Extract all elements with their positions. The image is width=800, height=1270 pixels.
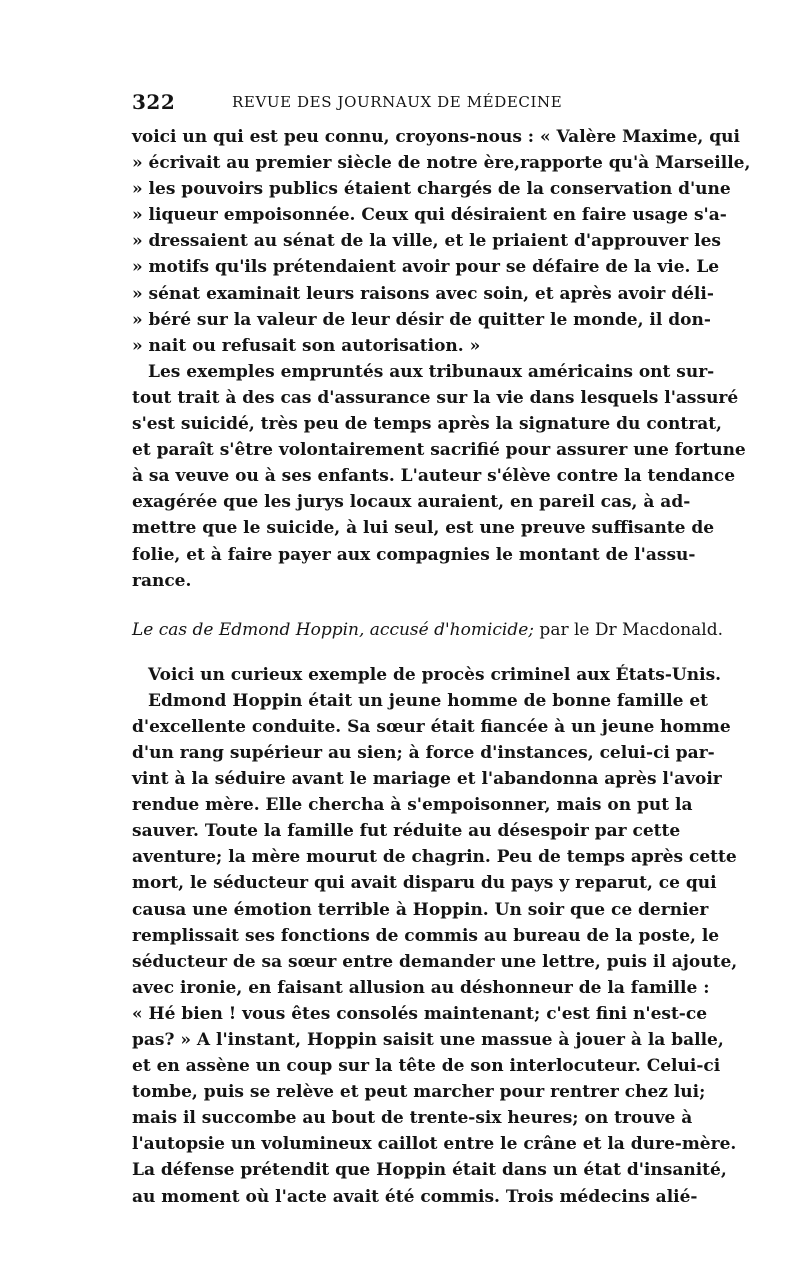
text-line: tout trait à des cas d'assurance sur la vie dans lesquels l'assuré xyxy=(132,387,739,408)
text-line: mort, le séducteur qui avait disparu du pays y reparut, ce qui xyxy=(132,873,717,894)
text-line: d'excellente conduite. Sa sœur était fiancée à un jeune homme xyxy=(132,716,731,737)
text-line: exagérée que les jurys locaux auraient, en pareil cas, à ad- xyxy=(132,492,691,513)
paragraph-hoppin-case xyxy=(132,662,738,1210)
text-line: causa une émotion terrible à Hoppin. Un soir que ce dernier xyxy=(132,899,709,920)
text-line: aventure; la mère mourut de chagrin. Peu de temps après cette xyxy=(132,847,737,868)
text-line: Edmond Hoppin était un jeune homme de bonne famille et xyxy=(148,690,709,711)
text-line: séducteur de sa sœur entre demander une lettre, puis il ajoute, xyxy=(132,951,738,972)
text-line: à sa veuve ou à ses enfants. L'auteur s'élève contre la tendance xyxy=(132,466,736,487)
text-line: vint à la séduire avant le mariage et l'abandonna après l'avoir xyxy=(132,769,722,790)
paragraph-quote xyxy=(132,124,751,359)
text-line: » motifs qu'ils prétendaient avoir pour se défaire de la vie. Le xyxy=(132,257,720,278)
text-line: » liqueur empoisonnée. Ceux qui désiraient en faire usage s'a- xyxy=(132,205,727,226)
section-title xyxy=(132,616,724,644)
text-line: » nait ou refusait son autorisation. » xyxy=(132,335,481,356)
text-line: l'autopsie un volumineux caillot entre le crâne et la dure-mère. xyxy=(132,1134,737,1155)
text-line: » béré sur la valeur de leur désir de quitter le monde, il don- xyxy=(132,309,711,330)
section-author: par le Dr Macdonald. xyxy=(534,619,724,640)
text-line: et paraît s'être volontairement sacrifié pour assurer une fortune xyxy=(132,440,746,461)
text-line: d'un rang supérieur au sien; à force d'instances, celui-ci par- xyxy=(132,742,715,763)
running-header xyxy=(132,90,677,120)
text-line: » dressaient au sénat de la ville, et le priaient d'approuver les xyxy=(132,231,721,252)
text-line: voici un qui est peu connu, croyons-nous : « Valère Maxime, qui xyxy=(132,127,740,147)
text-line: remplissait ses fonctions de commis au bureau de la poste, le xyxy=(132,925,720,946)
running-title: REVUE DES JOURNAUX DE MÉDECINE xyxy=(232,93,563,111)
text-line: « Hé bien ! vous êtes consolés maintenant; c'est fini n'est-ce xyxy=(132,1003,708,1024)
text-line: rendue mère. Elle chercha à s'empoisonner, mais on put la xyxy=(132,795,693,816)
text-line: pas? » A l'instant, Hoppin saisit une massue à jouer à la balle, xyxy=(132,1030,724,1050)
document-page xyxy=(132,90,751,1210)
text-line: Les exemples empruntés aux tribunaux américains ont sur- xyxy=(148,361,715,382)
text-line: avec ironie, en faisant allusion au déshonneur de la famille : xyxy=(132,977,710,998)
paragraph-american-cases xyxy=(132,359,746,594)
text-line: mais il succombe au bout de trente-six heures; on trouve à xyxy=(132,1108,693,1129)
text-line: s'est suicidé, très peu de temps après la signature du contrat, xyxy=(132,414,722,435)
text-line: La défense prétendit que Hoppin était dans un état d'insanité, xyxy=(132,1160,727,1181)
text-line: » les pouvoirs publics étaient chargés de la conservation d'une xyxy=(132,179,731,200)
text-line: rance. xyxy=(132,570,192,591)
text-line: Voici un curieux exemple de procès criminel aux États-Unis. xyxy=(148,664,722,685)
text-line: sauver. Toute la famille fut réduite au désespoir par cette xyxy=(132,821,681,842)
section-title-text: Le cas de Edmond Hoppin, accusé d'homicide; xyxy=(132,619,535,640)
text-line: et en assène un coup sur la tête de son interlocuteur. Celui-ci xyxy=(132,1056,721,1077)
page-number: 322 xyxy=(132,90,176,114)
text-line: » sénat examinait leurs raisons avec soin, et après avoir déli- xyxy=(132,283,714,304)
text-line: au moment où l'acte avait été commis. Trois médecins alié- xyxy=(132,1186,698,1207)
text-line: mettre que le suicide, à lui seul, est une preuve suffisante de xyxy=(132,518,715,539)
text-line: folie, et à faire payer aux compagnies le montant de l'assu- xyxy=(132,544,696,565)
text-line: tombe, puis se relève et peut marcher pour rentrer chez lui; xyxy=(132,1082,706,1103)
text-line: » écrivait au premier siècle de notre ère,rapporte qu'à Marseille, xyxy=(132,153,751,174)
